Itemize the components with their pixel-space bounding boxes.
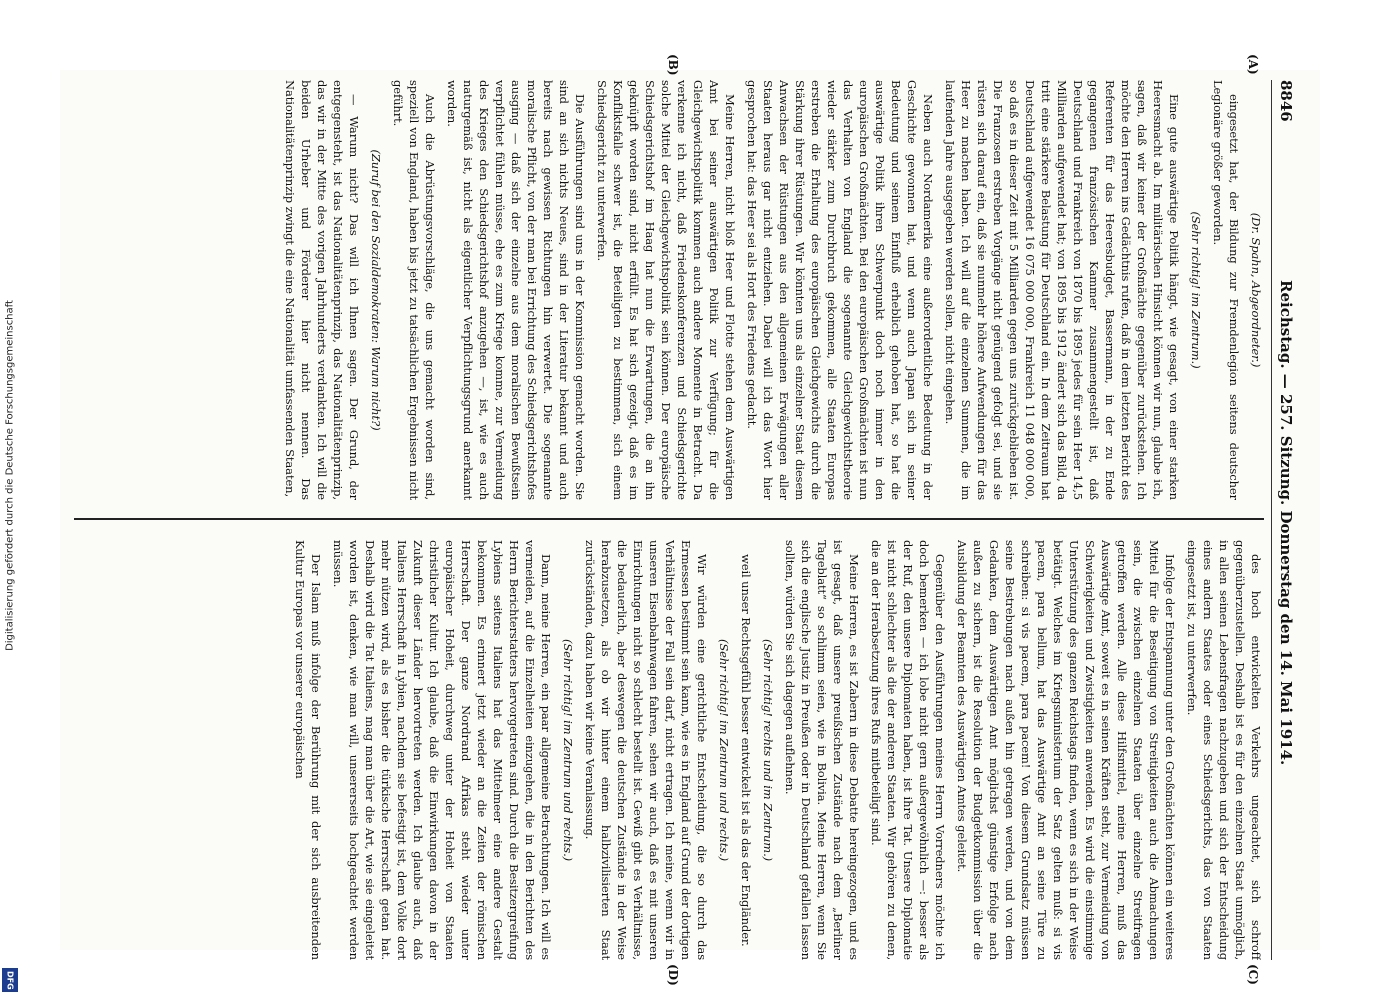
paragraph: weil unser Rechtsgefühl besser entwickelt ist als das der Engländer. <box>739 554 753 947</box>
paragraph: Meine Herren, nicht bloß Heer und Flotte stehen dem Auswärtigen Amt bei seiner auswärtigen Politik zur Verfügung; für die Gleichgewichtspolitik kommen auch andere Momente in Betracht. Da verkenne ich nicht, daß Friedenskonferenzen und Schiedsgerichte solche Mittel der Gleichgewichtspolitik sein können. Der europäische Schiedsgerichtshof im Haag hat nun die Erwartungen, die an ihn geknüpft worden sind, nicht erfüllt. Es hat sich gezeigt, daß es im Konfliktsfalle schwer ist, die Beteiligten zu bestimmen, sich einem Schiedsgericht zu unterwerfen. <box>595 80 737 500</box>
page-number: 8846 <box>1277 80 1295 122</box>
paragraph: des hoch entwickelten Verkehrs ungeachtet, sich schroff gegenüberzustellen. Deshalb ist es für den einzelnen Staat unmöglich, in allen seinen Lebensfragen nachzugeben und sich der Entscheidung eines andern Staates oder eines Schiedsgerichts, das von Staaten eingesetzt ist, zu unterwerfen. <box>1185 540 1263 960</box>
rotated-page-content <box>60 54 1300 986</box>
margin-mark-c: (C) <box>1246 964 1260 985</box>
credit-text: Digitalisierung gefördert durch die Deutsche Forschungsgemeinschaft <box>4 300 16 651</box>
paragraph: — Warum nicht? Das will ich Ihnen sagen. Der Grund, der entgegensteht, ist das Nationalitätenprinzip, das Nationalitätenprinzip, das wir in der Mitte des vorigen Jahrhunderts verdankten. Ich will die beiden Urheber und Förderer hier nicht nennen. Das Nationalitätenprinzip zwingt die eine Nationalität umfassenden Staaten, <box>283 80 361 500</box>
paragraph: Infolge der Entspannung unter den Großmächten können ein weiteres Mittel für die Beseitigung von Streitigkeiten auch die Abmachungen sein, die zwischen einzelnen Staaten über einzelne Streitfragen getroffen werden. Alle diese Hilfsmittel, meine Herren, muß das Auswärtige Amt, soweit es in seinen Kräften steht, zur Vermeidung von Schwierigkeiten und Zwistigkeiten anwenden. Es wird die einstimmige Unterstützung des ganzen Reichstags finden, wenn es sich in der Weise betätigt. Welches im Kriegsministerium der Satz gelten muß: si vis pacem, para bellum, hat das Auswärtige Amt an seine Türe zu schreiben: si vis pacem, para pacem! Von diesem Grundsatz müssen seine Bestrebungen nach außen hin getragen werden, und von dem Gedanken, dem Auswärtigen Amt möglichst günstige Erfolge nach außen zu sichern, ist die Resolution der Budgetkommission über die Ausbildung der Beamten des Auswärtigen Amtes geleitet. <box>955 540 1177 960</box>
interjection: (Sehr richtig! im Zentrum und rechts.) <box>561 638 575 862</box>
page-title: Reichstag. — 257. Sitzung. Donnerstag den 14. Mai 1914. <box>1277 280 1295 766</box>
paragraph: Dann, meine Herren, ein paar allgemeine Betrachtungen. Ich will es vermeiden, auf die Einzelheiten einzugehen, die in den Berichten des Herrn Berichterstatters hervorgetreten sind. Durch die Besitzergreifung Lybiens seitens Italiens hat das Mittelmeer eine andere Gestalt bekommen. Es erinnert jetzt wieder an die Zeiten der römischen Herrschaft. Der ganze Nordrand Afrikas steht wieder unter europäischer Hoheit, durchweg unter der Hoheit von Staaten christlicher Kultur. Ich glaube, daß die Einwirkungen davon in der Zukunft dieser Länder hervortreten werden. Ich glaube auch, daß Italiens Herrschaft in Lybien, nachdem sie befestigt ist, dem Volke dort mehr nützen wird, als es bisher die türkische Herrschaft getan hat. Deshalb wird die Tat Italiens, mag man über die Art, wie sie eingeleitet worden ist, denken, wie man will, unsererseits hochgeachtet werden müssen. <box>331 540 553 960</box>
paragraph: Der Islam muß infolge der Berührung mit der sich ausbreitenden Kultur Europas vor unserer europäischen <box>293 540 323 960</box>
left-column <box>74 80 1264 500</box>
dfg-logo: DFG <box>2 968 18 992</box>
digitization-credit <box>0 0 20 980</box>
page-header <box>1271 80 1300 960</box>
paragraph: eingesetzt hat, der Bildung zur Fremdenlegion seitens deutscher Legionäre größer geworden. <box>1211 80 1241 500</box>
margin-mark-b: (B) <box>666 54 680 76</box>
paragraph: Gegenüber den Ausführungen meines Herrn Vorredners möchte ich doch bemerken — ich lobe nicht gern außergewöhnlich —: besser als der Ruf, den unsere Diplomaten haben, ist ihre Tat. Unsere Diplomatie ist nicht schlechter als die der anderen Staaten. Wir gehören zu denen, die an der Herabsetzung ihres Rufs mitbeteiligt sind. <box>869 540 947 960</box>
interjection: (Sehr richtig! im Zentrum.) <box>1189 211 1203 369</box>
right-column <box>74 540 1264 960</box>
interjection: (Sehr richtig! im Zentrum und rechts.) <box>717 638 731 862</box>
paragraph: Meine Herren, es ist Zabern in diese Debatte hereingezogen, und es ist gesagt, daß unsere preußischen Zustände nach dem „Berliner Tageblatt“ so schlimm seien, wie in Bolivia. Meine Herren, wenn Sie sich die englische Justiz in Preußen oder in Deutschland gefallen lassen sollten, würden Sie sich dagegen auflehnen. <box>783 540 861 960</box>
interjection: (Zuruf bei den Sozialdemokraten: Warum nicht?) <box>369 149 383 431</box>
paragraph: Wir würden eine gerichtliche Entscheidung, die so durch das Ermessen bestimmt sein kann, wie es in England auf Grund der dortigen Verhältnisse der Fall sein darf, nicht ertragen. Ich meine, wenn wir in unseren Eisenbahnwagen fahren, sehen wir auch, daß es mit unseren Einrichtungen nicht so schlecht bestellt ist. Gewiß gibt es Verhältnisse, die bedauerlich, aber deswegen die deutschen Zustände in der Weise herabzusetzen, als ob wir hinter einem halbzivilisierten Staat zurückständen, dazu haben wir keine Veranlassung. <box>583 540 709 960</box>
margin-mark-a: (A) <box>1246 54 1260 75</box>
paragraph: Die Ausführungen sind uns in der Kommission gemacht worden. Sie sind an sich nichts Neues, sind in der Literatur bekannt und auch bereits nach gewissen Richtungen hin verwertet. Die sogenannte moralische Pflicht, von der man bei Errichtung des Schiedsgerichtshofes ausging — daß sich der einzelne aus dem moralischen Bewußtsein verpflichtet fühlen müsse, ehe es zum Kriege komme, zur Vermeidung des Krieges den Schiedsgerichtshof anzugehen —, ist, wie es auch naturgemäß ist, nicht als eigentlicher Verpflichtungsgrund anerkannt worden. <box>445 80 587 500</box>
paragraph: Eine gute auswärtige Politik hängt, wie gesagt, von einer starken Heeresmacht ab. Im militärischen Hinsicht können wir nun, glaube ich, sagen, daß wir keiner der Großmächte gegenüber zurückstehen. Ich möchte den Herren ins Gedächtnis rufen, daß in dem letzten Bericht des Referenten für das Heeresbudget, Bassermann, in der zu Ende gegangenen französischen Kammer zusammengestellt ist, daß Deutschland und Frankreich von 1870 bis 1895 jedes für sein Heer 14,5 Milliarden aufgewendet hat; von 1895 bis 1912 ändert sich das Bild, da tritt eine stärkere Belastung für Deutschland ein. In dem Zeitraum hat Deutschland aufgewendet 16 075 000 000, Frankreich 11 048 000 000, so daß es in dieser Zeit mit 5 Milliarden gegen uns zurückgeblieben ist. Die Franzosen erstreben Vorgänge nicht genügend gefolgt sei, und sie rüsten sich darauf ein, daß sie nunmehr höhere Aufwendungen für das Heer zu machen haben. Ich will auf die einzelnen Summen, die im laufenden Jahre ausgegeben werden sollen, nicht eingehen. <box>943 80 1181 500</box>
column-divider <box>74 518 1264 520</box>
paragraph: Auch die Abrüstungsvorschläge, die uns gemacht worden sind, speziell von England, haben bis jetzt zu tatsächlichen Ergebnissen nicht geführt. <box>391 80 437 500</box>
margin-mark-d: (D) <box>666 964 680 986</box>
speaker-note: (Dr. Spahn, Abgeordneter.) <box>1249 212 1263 368</box>
paragraph: Neben auch Nordamerika eine außerordentliche Bedeutung in der Geschichte gewonnen hat, und wenn auch Japan sich in seiner Bedeutung und seinem Einfluß erheblich gehoben hat, so hat die auswärtige Politik ihren Schwerpunkt doch noch immer in den europäischen Großmächten. Bei den europäischen Großmächten ist nun das Verhalten von England die sogenannte Gleichgewichtstheorie wieder stärker zum Durchbruch gekommen, alle Staaten Europas erstreben die Erhaltung des europäischen Gleichgewichts durch die Stärkung ihrer Rüstungen. Wir könnten uns als einzelner Staat diesem Anwachsen der Rüstungen aus den allgemeinen Erwägungen aller Staaten heraus gar nicht entziehen. Dabei will ich das Wort hier gesprochen hat: das Heer sei als Hort des Friedens gedacht. <box>745 80 935 500</box>
interjection: (Sehr richtig! rechts und im Zentrum.) <box>761 638 775 862</box>
